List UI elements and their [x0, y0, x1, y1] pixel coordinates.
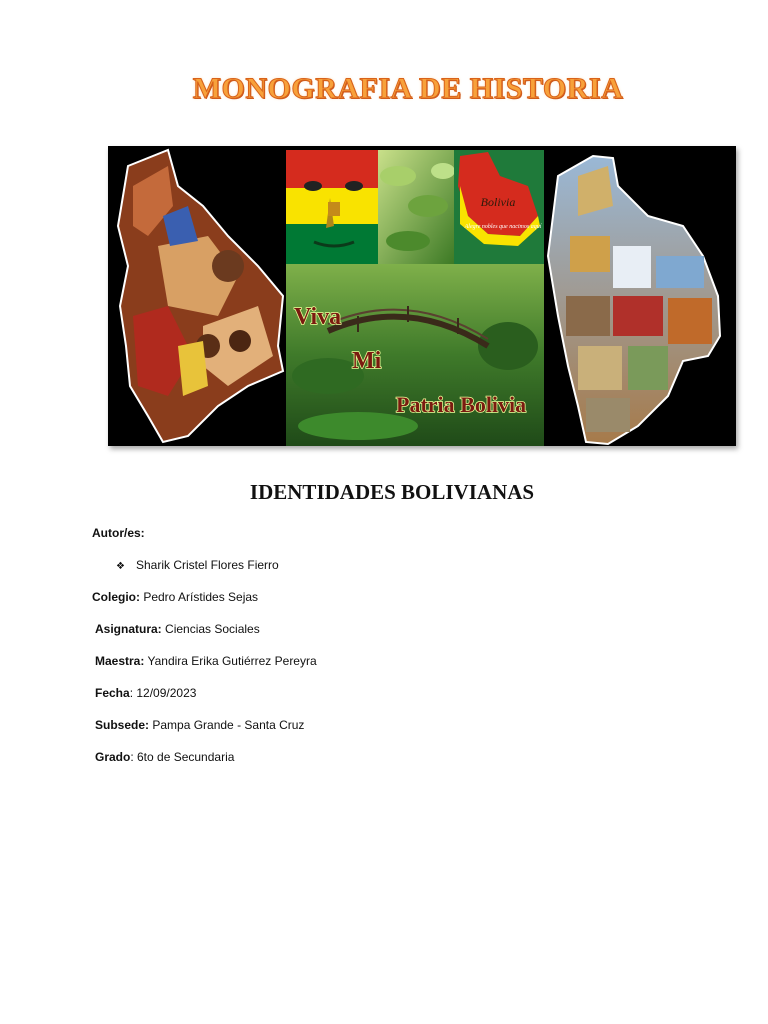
- field-grado: Grado: 6to de Secundaria: [95, 750, 235, 764]
- banner-word-mi: Mi: [352, 348, 382, 374]
- field-subsede: Subsede: Pampa Grande - Santa Cruz: [95, 718, 305, 732]
- document-title: MONOGRAFIA DE HISTORIA: [192, 72, 624, 105]
- author-list-item: [116, 558, 279, 572]
- leaves-image: [378, 150, 455, 264]
- bolivia-map-flag-image: [454, 150, 544, 266]
- cover-banner-image: [108, 146, 736, 446]
- field-maestra: Maestra: Yandira Erika Gutiérrez Pereyra: [95, 654, 317, 668]
- field-asignatura: Asignatura: Ciencias Sociales: [95, 622, 260, 636]
- flag-face-image: [286, 150, 378, 264]
- bolivia-map-label: Bolivia: [480, 195, 516, 209]
- document-heading: IDENTIDADES BOLIVIANAS: [249, 480, 535, 504]
- banner-word-patria-bolivia: Patria Bolivia: [396, 392, 527, 417]
- authors-label: Autor/es:: [92, 526, 145, 540]
- field-fecha: Fecha: 12/09/2023: [95, 686, 197, 700]
- field-colegio: Colegio: Pedro Arístides Sejas: [92, 590, 259, 604]
- banner-word-viva: Viva: [294, 304, 342, 330]
- diamond-bullet-icon: ❖: [116, 561, 125, 572]
- bolivia-map-caption: Alegre nobles que nacimos aquí: [464, 224, 542, 230]
- garden-bridge-image: [286, 264, 544, 446]
- author-name: Sharik Cristel Flores Fierro: [136, 558, 279, 572]
